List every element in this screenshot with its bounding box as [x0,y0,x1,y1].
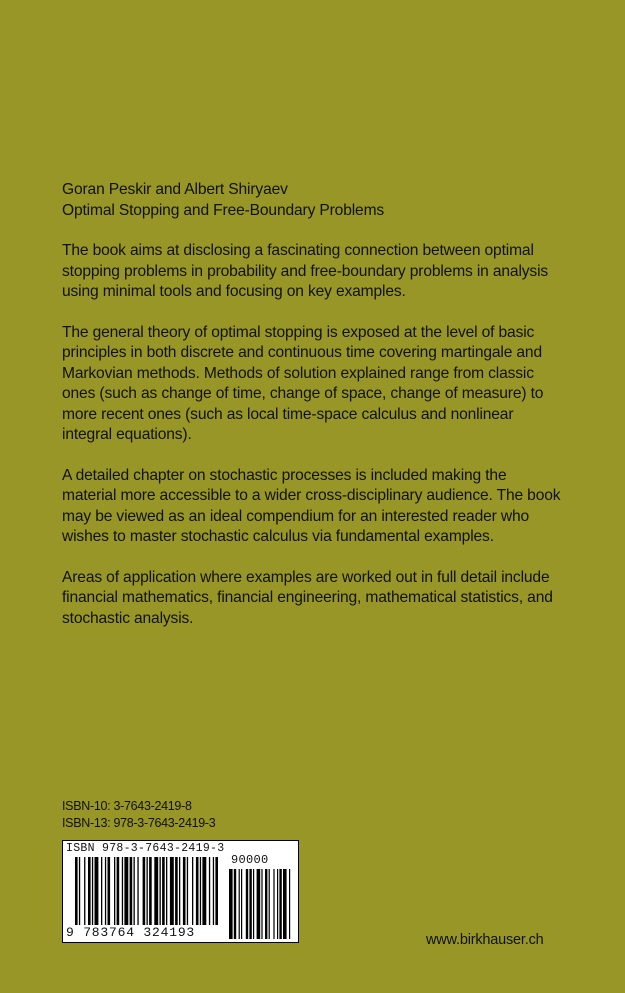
publisher-url[interactable]: www.birkhauser.ch [426,932,544,948]
blurb-text [62,180,562,649]
barcode [62,840,299,943]
paragraph-2: The general theory of optimal stopping is exposed at the level of basic principles in both discrete and continuous time covering martingale and Markovian methods. Methods of solution explained range from classic ones (such as change of time, change of space, change of measure) to more recent ones (such as local time-space calculus and nonlinear integral equations). [62,323,544,443]
isbn-13: ISBN-13: 978-3-7643-2419-3 [62,816,216,830]
barcode-isbn-text: ISBN 978-3-7643-2419-3 [66,842,225,855]
barcode-price-code: 90000 [231,853,269,867]
paragraph-3: A detailed chapter on stochastic processes is included making the material more accessible to a wider cross-disciplinary audience. The book may be viewed as an ideal compendium for an interested reader who wishes to master stochastic calculus via fundamental examples. [62,466,561,545]
title-line: Optimal Stopping and Free-Boundary Problems [62,201,385,219]
paragraph-4: Areas of application where examples are worked out in full detail include financial mathematics, financial engineering, mathematical statistics, and stochastic analysis. [62,568,553,627]
isbn-10: ISBN-10: 3-7643-2419-8 [62,799,192,813]
paragraph-1: The book aims at disclosing a fascinating connection between optimal stopping problems in probability and free-boundary problems in analysis using minimal tools and focusing on key examples. [62,242,549,300]
book-header [62,180,562,221]
authors-line: Goran Peskir and Albert Shiryaev [62,181,288,198]
barcode-digits: 9 783764 324193 [66,925,196,940]
isbn-lines [62,798,215,832]
